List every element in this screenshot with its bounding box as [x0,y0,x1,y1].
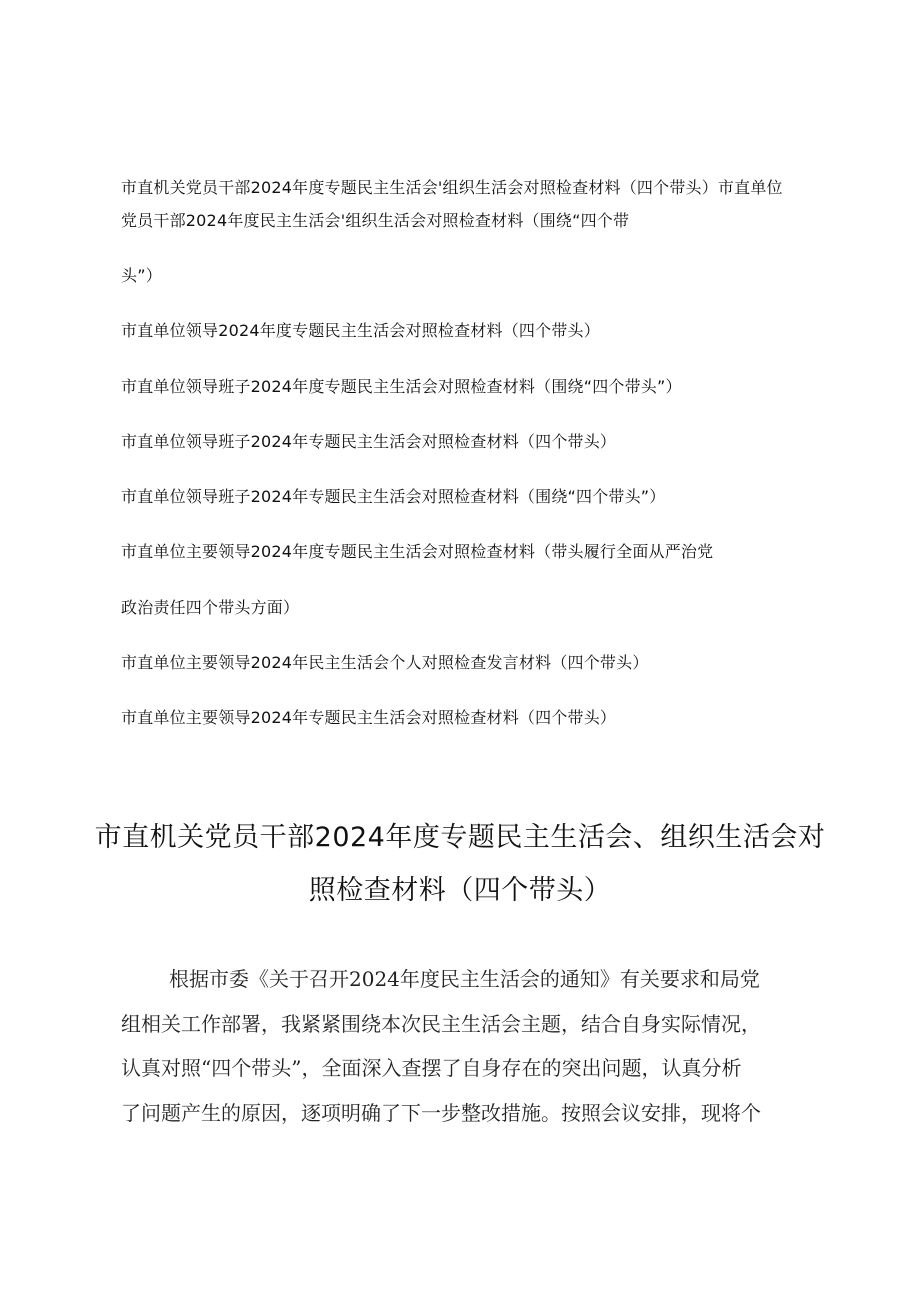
toc-entry-6-line-2[interactable]: 政治责任四个带头方面） [121,598,300,617]
document-title-line-1: 市直机关党员干部2024年度专题民主生活会、组织生活会对 [94,822,826,853]
document-title-line-2: 照检查材料（四个带头） [308,875,612,906]
body-paragraph-line-1: 根据市委《关于召开2024年度民主生活会的通知》有关要求和局党 [169,967,760,991]
toc-entry-1-line-1[interactable]: 市直机关党员干部2024年度专题民主生活会'组织生活会对照检查材料（四个带头）市直单位 [121,178,783,197]
toc-entry-1-line-2[interactable]: 党员干部2024年度民主生活会'组织生活会对照检查材料（围绕“四个带 [121,211,630,230]
toc-entry-2[interactable]: 市直单位领导2024年度专题民主生活会对照检查材料（四个带头） [121,321,600,340]
toc-entry-4[interactable]: 市直单位领导班子2024年专题民主生活会对照检查材料（四个带头） [121,432,617,451]
body-paragraph-line-4: 了问题产生的原因，逐项明确了下一步整改措施。按照会议安排，现将个 [121,1101,761,1125]
toc-entry-1-line-3[interactable]: 头”） [121,266,162,285]
toc-entry-5[interactable]: 市直单位领导班子2024年专题民主生活会对照检查材料（围绕“四个带头”） [121,487,666,506]
body-paragraph-line-3: 认真对照“四个带头”，全面深入查摆了自身存在的突出问题，认真分析 [121,1056,742,1080]
toc-entry-6-line-1[interactable]: 市直单位主要领导2024年度专题民主生活会对照检查材料（带头履行全面从严治党 [121,542,714,561]
toc-entry-3[interactable]: 市直单位领导班子2024年度专题民主生活会对照检查材料（围绕“四个带头”） [121,377,682,396]
body-paragraph-line-2: 组相关工作部署，我紧紧围绕本次民主生活会主题，结合自身实际情况， [121,1012,761,1036]
toc-entry-8[interactable]: 市直单位主要领导2024年专题民主生活会对照检查材料（四个带头） [121,708,617,727]
toc-entry-7[interactable]: 市直单位主要领导2024年民主生活会个人对照检查发言材料（四个带头） [121,653,649,672]
